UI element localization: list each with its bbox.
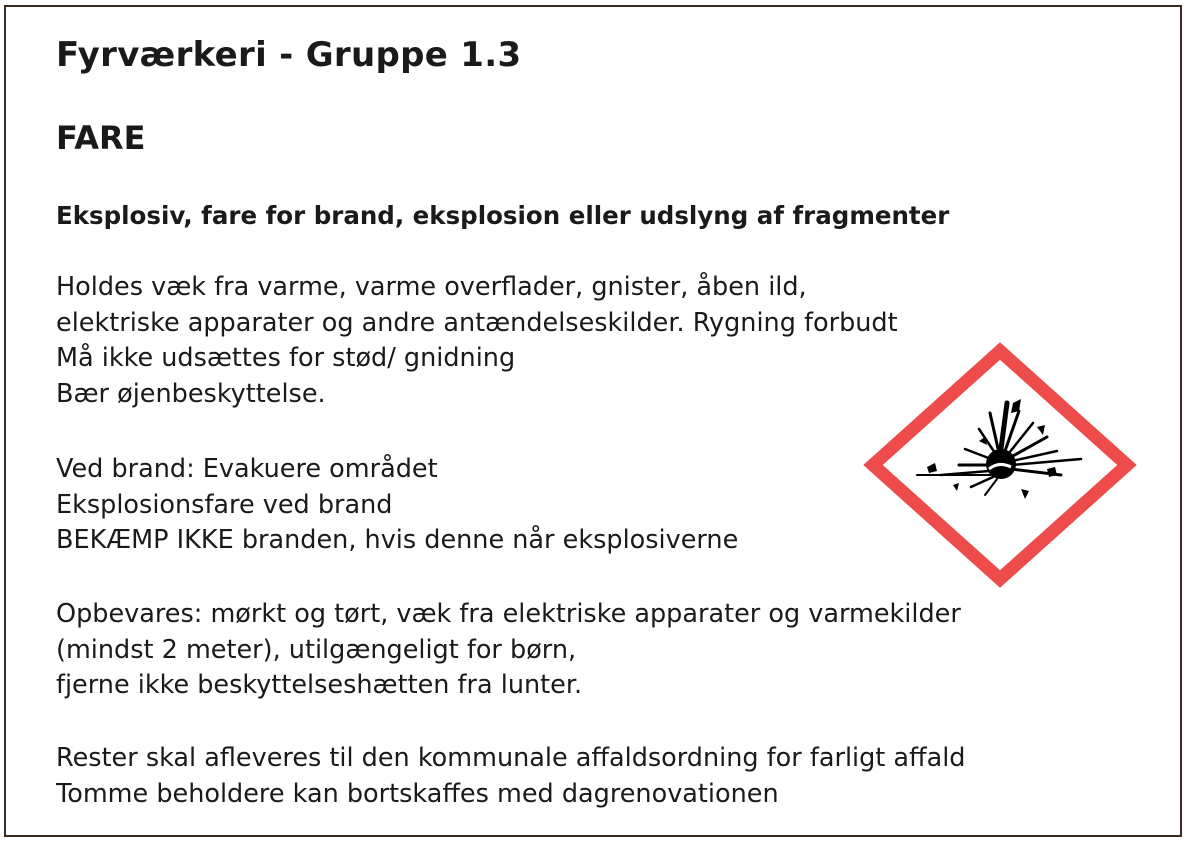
precaution-line: Bær øjenbeskyttelse. [56, 378, 326, 409]
fire-response-paragraph [56, 452, 738, 559]
storage-line: Opbevares: mørkt og tørt, væk fra elektriske apparater og varmekilder [56, 599, 961, 629]
storage-line: (mindst 2 meter), utilgængeligt for børn, [56, 634, 577, 665]
precaution-line: Må ikke udsættes for stød/ gnidning [56, 343, 516, 373]
signal-word: FARE [56, 119, 146, 157]
disposal-paragraph [56, 741, 966, 812]
hazard-statement: Eksplosiv, fare for brand, eksplosion eller udslyng af fragmenter [56, 201, 950, 230]
storage-paragraph [56, 597, 961, 704]
precautions-paragraph [56, 270, 898, 412]
storage-line: fjerne ikke beskyttelseshætten fra lunter. [56, 670, 583, 700]
disposal-line: Rester skal afleveres til den kommunale affaldsordning for farligt affald [56, 743, 966, 773]
fire-response-line: BEKÆMP IKKE branden, hvis denne når eksplosiverne [56, 525, 739, 555]
fire-response-line: Ved brand: Evakuere området [56, 454, 438, 484]
precaution-line: elektriske apparater og andre antændelseskilder. Rygning forbudt [56, 307, 898, 338]
precaution-line: Holdes væk fra varme, varme overflader, gnister, åben ild, [56, 272, 807, 302]
fire-response-line: Eksplosionsfare ved brand [56, 489, 393, 520]
disposal-line: Tomme beholdere kan bortskaffes med dagrenovationen [56, 778, 779, 809]
hazard-label [4, 5, 1182, 837]
label-title: Fyrværkeri - Gruppe 1.3 [56, 35, 522, 75]
exploding-bomb-icon [861, 341, 1139, 589]
